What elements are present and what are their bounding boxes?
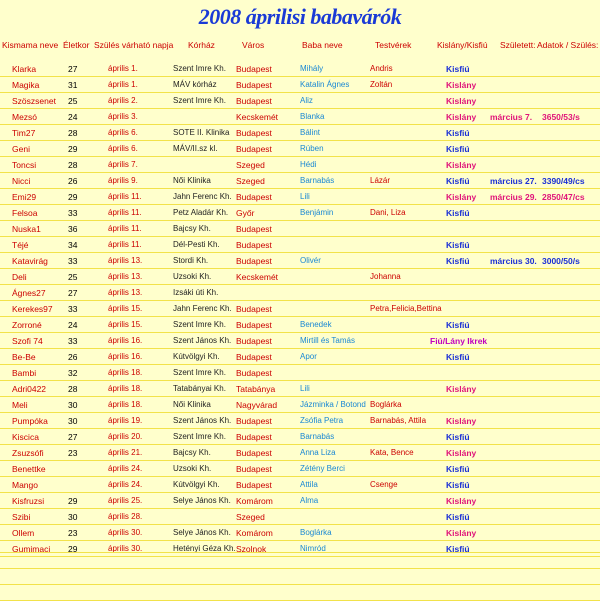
cell-age: 28 [68, 128, 78, 138]
cell-due: április 1. [108, 80, 138, 89]
cell-due: április 7. [108, 160, 138, 169]
cell-due: április 30. [108, 528, 143, 537]
cell-age: 24 [68, 112, 78, 122]
cell-due: április 28. [108, 512, 143, 521]
table-row [0, 445, 600, 461]
cell-baby: Alma [300, 496, 319, 505]
cell-siblings: Lázár [370, 176, 391, 185]
cell-name: Benettke [12, 464, 46, 474]
cell-sex: Kisfiú [446, 352, 470, 362]
cell-sex: Kislány [446, 96, 477, 106]
cell-sex: Kisfiú [446, 480, 470, 490]
empty-lines [0, 537, 600, 601]
cell-sex: Kislány [446, 496, 477, 506]
cell-due: április 11. [108, 208, 142, 217]
cell-baby: Lili [300, 192, 310, 201]
cell-name: Nicci [12, 176, 31, 186]
cell-hospital: Szent János Kh. [173, 416, 232, 425]
cell-hospital: Szent Imre Kh. [173, 320, 226, 329]
cell-sex: Kisfiú [446, 64, 470, 74]
cell-baby: Rúben [300, 144, 324, 153]
cell-hospital: Szent Imre Kh. [173, 96, 226, 105]
cell-hospital: Bajcsy Kh. [173, 448, 211, 457]
cell-name: Szofi 74 [12, 336, 43, 346]
table-row [0, 397, 600, 413]
cell-sex: Kisfiú [446, 512, 470, 522]
empty-line [0, 553, 600, 569]
cell-baby: Barnabás [300, 176, 335, 185]
cell-baby: Olivér [300, 256, 321, 265]
cell-age: 26 [68, 352, 78, 362]
cell-data: 2850/47/cs [542, 192, 585, 202]
cell-age: 27 [68, 288, 78, 298]
cell-sex: Kisfiú [446, 544, 470, 554]
cell-name: Meli [12, 400, 28, 410]
cell-city: Budapest [236, 448, 272, 458]
cell-hospital: MÁV kórház [173, 80, 217, 89]
table-row [0, 381, 600, 397]
cell-due: április 20. [108, 432, 143, 441]
cell-age: 29 [68, 544, 78, 554]
cell-name: Zorroné [12, 320, 42, 330]
table-row [0, 509, 600, 525]
table-row [0, 205, 600, 221]
cell-name: Geni [12, 144, 30, 154]
cell-age: 32 [68, 368, 78, 378]
cell-hospital: Dél-Pesti Kh. [173, 240, 220, 249]
empty-line [0, 585, 600, 601]
cell-sex: Kisfiú [446, 208, 470, 218]
cell-siblings: Zoltán [370, 80, 393, 89]
cell-hospital: Jahn Ferenc Kh. [173, 192, 232, 201]
cell-hospital: Uzsoki Kh. [173, 272, 212, 281]
cell-age: 33 [68, 304, 78, 314]
cell-name: Kiscica [12, 432, 39, 442]
cell-city: Budapest [236, 144, 272, 154]
table-row [0, 349, 600, 365]
cell-hospital: Izsáki úti Kh. [173, 288, 219, 297]
table-row [0, 237, 600, 253]
cell-city: Budapest [236, 432, 272, 442]
cell-baby: Jázminka / Botond [300, 400, 366, 409]
cell-city: Budapest [236, 416, 272, 426]
cell-city: Budapest [236, 64, 272, 74]
cell-due: április 18. [108, 384, 143, 393]
cell-hospital: SOTE II. Klinika [173, 128, 230, 137]
cell-name: Be-Be [12, 352, 36, 362]
cell-sex: Kisfiú [446, 256, 470, 266]
cell-city: Budapest [236, 128, 272, 138]
cell-name: Szibi [12, 512, 31, 522]
table-row [0, 365, 600, 381]
table-row [0, 317, 600, 333]
cell-hospital: Szent Imre Kh. [173, 368, 226, 377]
cell-siblings: Csenge [370, 480, 398, 489]
cell-name: Téjé [12, 240, 29, 250]
cell-baby: Zétény Berci [300, 464, 345, 473]
cell-due: április 11. [108, 240, 142, 249]
cell-due: április 13. [108, 256, 143, 265]
cell-sex: Kislány [446, 528, 477, 538]
cell-city: Budapest [236, 480, 272, 490]
cell-name: Ollem [12, 528, 35, 538]
cell-siblings: Dani, Liza [370, 208, 406, 217]
cell-siblings: Petra,Felicia,Bettina [370, 304, 442, 313]
cell-sex: Kisfiú [446, 464, 470, 474]
cell-hospital: Bajcsy Kh. [173, 224, 211, 233]
table-header [0, 40, 600, 54]
cell-baby: Mirtill és Tamás [300, 336, 355, 345]
cell-due: április 19. [108, 416, 143, 425]
cell-baby: Aliz [300, 96, 313, 105]
cell-name: Kisfruzsi [12, 496, 45, 506]
cell-baby: Apor [300, 352, 317, 361]
cell-sex: Kislány [446, 160, 477, 170]
cell-name: Klarka [12, 64, 37, 74]
table-row [0, 269, 600, 285]
table-row [0, 429, 600, 445]
cell-due: április 6. [108, 144, 138, 153]
cell-baby: Benjámin [300, 208, 334, 217]
cell-sex: Kisfiú [446, 128, 470, 138]
cell-siblings: Barnabás, Attila [370, 416, 427, 425]
cell-siblings: Johanna [370, 272, 401, 281]
table-row [0, 221, 600, 237]
cell-due: április 13. [108, 272, 143, 281]
cell-age: 30 [68, 512, 78, 522]
cell-city: Komárom [236, 528, 273, 538]
cell-sex: Kisfiú [446, 144, 470, 154]
table-row [0, 189, 600, 205]
table-row [0, 77, 600, 93]
cell-name: Szöszsenet [12, 96, 56, 106]
cell-due: április 2. [108, 96, 138, 105]
cell-age: 26 [68, 176, 78, 186]
cell-name: Nuska1 [12, 224, 41, 234]
cell-age: 29 [68, 192, 78, 202]
cell-age: 30 [68, 400, 78, 410]
cell-sex: Fiú/Lány Ikrek [430, 336, 488, 346]
table-row [0, 413, 600, 429]
cell-hospital: Kútvölgyi Kh. [173, 352, 220, 361]
cell-hospital: Tatabányai Kh. [173, 384, 226, 393]
cell-city: Szeged [236, 512, 265, 522]
cell-data: 3390/49/cs [542, 176, 585, 186]
cell-city: Budapest [236, 320, 272, 330]
cell-due: április 3. [108, 112, 138, 121]
cell-hospital: MÁV/II.sz kl. [173, 144, 218, 153]
cell-baby: Katalin Ágnes [300, 80, 350, 89]
cell-baby: Zsófia Petra [300, 416, 344, 425]
cell-baby: Anna Liza [300, 448, 336, 457]
cell-due: április 15. [108, 304, 143, 313]
table-body [0, 61, 600, 557]
header-hospital: Kórház [188, 40, 215, 50]
cell-sex: Kisfiú [446, 320, 470, 330]
table-row [0, 157, 600, 173]
table-row [0, 301, 600, 317]
cell-due: április 30. [108, 544, 143, 553]
cell-hospital: Szent Imre Kh. [173, 432, 226, 441]
cell-data: 3000/50/s [542, 256, 580, 266]
cell-baby: Benedek [300, 320, 332, 329]
table-row [0, 173, 600, 189]
table-row [0, 61, 600, 77]
cell-age: 29 [68, 144, 78, 154]
cell-age: 36 [68, 224, 78, 234]
cell-age: 31 [68, 80, 78, 90]
empty-line [0, 569, 600, 585]
cell-sex: Kislány [446, 80, 477, 90]
table-row [0, 461, 600, 477]
cell-due: április 15. [108, 320, 143, 329]
cell-hospital: Szent Imre Kh. [173, 64, 226, 73]
table-row [0, 285, 600, 301]
cell-hospital: Szent János Kh. [173, 336, 232, 345]
cell-hospital: Uzsoki Kh. [173, 464, 212, 473]
cell-age: 34 [68, 240, 78, 250]
cell-sex: Kisfiú [446, 176, 470, 186]
cell-hospital: Petz Aladár Kh. [173, 208, 229, 217]
cell-city: Budapest [236, 96, 272, 106]
cell-hospital: Női Klinika [173, 400, 211, 409]
cell-due: április 9. [108, 176, 138, 185]
cell-city: Kecskemét [236, 272, 279, 282]
cell-baby: Attila [300, 480, 318, 489]
cell-city: Budapest [236, 336, 272, 346]
cell-name: Emi29 [12, 192, 37, 202]
cell-age: 25 [68, 96, 78, 106]
cell-city: Komárom [236, 496, 273, 506]
cell-city: Budapest [236, 368, 272, 378]
cell-baby: Hédi [300, 160, 317, 169]
cell-born: március 27. [490, 176, 537, 186]
cell-born: március 29. [490, 192, 537, 202]
cell-name: Tim27 [12, 128, 36, 138]
cell-baby: Bálint [300, 128, 321, 137]
cell-name: Deli [12, 272, 27, 282]
table-row [0, 333, 600, 349]
cell-age: 23 [68, 448, 78, 458]
cell-baby: Blanka [300, 112, 325, 121]
cell-age: 24 [68, 320, 78, 330]
header-data: Adatok / Szülés: [537, 40, 599, 50]
header-siblings: Testvérek [375, 40, 412, 50]
cell-age: 27 [68, 64, 78, 74]
cell-sex: Kislány [446, 112, 477, 122]
cell-due: április 25. [108, 496, 143, 505]
cell-due: április 24. [108, 464, 143, 473]
cell-sex: Kislány [446, 448, 477, 458]
cell-siblings: Kata, Bence [370, 448, 414, 457]
cell-city: Budapest [236, 304, 272, 314]
cell-name: Gumimaci [12, 544, 51, 554]
cell-age: 29 [68, 496, 78, 506]
cell-due: április 21. [108, 448, 143, 457]
cell-hospital: Hetényi Géza Kh. [173, 544, 236, 553]
cell-name: Toncsi [12, 160, 37, 170]
cell-due: április 16. [108, 352, 143, 361]
cell-baby: Boglárka [300, 528, 332, 537]
cell-born: március 30. [490, 256, 537, 266]
table-row [0, 253, 600, 269]
cell-hospital: Jahn Ferenc Kh. [173, 304, 232, 313]
cell-age: 28 [68, 160, 78, 170]
cell-age: 23 [68, 528, 78, 538]
header-sex: Kislány/Kisfiú [437, 40, 488, 50]
cell-age: 28 [68, 384, 78, 394]
table-row [0, 109, 600, 125]
cell-baby: Nimród [300, 544, 326, 553]
cell-name: Katavirág [12, 256, 48, 266]
cell-hospital: Női Klinika [173, 176, 211, 185]
header-baby: Baba neve [302, 40, 343, 50]
cell-city: Nagyvárad [236, 400, 278, 410]
cell-name: Felsoa [12, 208, 38, 218]
cell-name: Mango [12, 480, 38, 490]
cell-city: Budapest [236, 224, 272, 234]
cell-hospital: Stordi Kh. [173, 256, 209, 265]
cell-city: Budapest [236, 192, 272, 202]
cell-born: március 7. [490, 112, 533, 122]
cell-city: Budapest [236, 352, 272, 362]
cell-name: Ágnes27 [12, 288, 46, 298]
cell-due: április 1. [108, 64, 138, 73]
cell-city: Budapest [236, 240, 272, 250]
cell-age: 33 [68, 256, 78, 266]
cell-due: április 18. [108, 400, 143, 409]
cell-city: Szeged [236, 160, 265, 170]
page-title: 2008 áprilisi babavárók [198, 4, 402, 29]
cell-name: Mezsó [12, 112, 38, 122]
cell-name: Magika [12, 80, 40, 90]
cell-due: április 11. [108, 224, 142, 233]
cell-due: április 11. [108, 192, 142, 201]
cell-siblings: Boglárka [370, 400, 402, 409]
cell-age: 30 [68, 416, 78, 426]
cell-name: Bambi [12, 368, 37, 378]
cell-hospital: Selye János Kh. [173, 496, 231, 505]
table-row [0, 477, 600, 493]
cell-city: Szolnok [236, 544, 267, 554]
table-row [0, 141, 600, 157]
header-born: Született: [500, 40, 536, 50]
cell-hospital: Kútvölgyi Kh. [173, 480, 220, 489]
cell-sex: Kisfiú [446, 240, 470, 250]
cell-data: 3650/53/s [542, 112, 580, 122]
header-city: Város [242, 40, 265, 50]
cell-due: április 24. [108, 480, 143, 489]
cell-city: Szeged [236, 176, 265, 186]
header-name: Kismama neve [2, 40, 59, 50]
cell-due: április 6. [108, 128, 138, 137]
header-age: Életkor [63, 40, 90, 50]
cell-baby: Barnabás [300, 432, 335, 441]
cell-city: Kecskemét [236, 112, 279, 122]
cell-name: Pumpóka [12, 416, 48, 426]
cell-due: április 13. [108, 288, 143, 297]
cell-name: Zsuzsófi [12, 448, 44, 458]
cell-due: április 16. [108, 336, 143, 345]
cell-city: Győr [236, 208, 255, 218]
cell-due: április 18. [108, 368, 143, 377]
cell-sex: Kisfiú [446, 432, 470, 442]
cell-sex: Kislány [446, 192, 477, 202]
cell-sex: Kislány [446, 384, 477, 394]
cell-age: 33 [68, 336, 78, 346]
cell-city: Budapest [236, 256, 272, 266]
cell-city: Budapest [236, 80, 272, 90]
cell-city: Budapest [236, 464, 272, 474]
header-due: Szülés várható napja [94, 40, 174, 50]
cell-name: Kerekes97 [12, 304, 53, 314]
cell-age: 25 [68, 272, 78, 282]
cell-age: 27 [68, 432, 78, 442]
cell-baby: Lili [300, 384, 310, 393]
cell-hospital: Selye János Kh. [173, 528, 231, 537]
cell-age: 33 [68, 208, 78, 218]
table-row [0, 93, 600, 109]
empty-line [0, 537, 600, 553]
cell-city: Tatabánya [236, 384, 276, 394]
table-row [0, 493, 600, 509]
cell-baby: Mihály [300, 64, 324, 73]
cell-name: Adri0422 [12, 384, 47, 394]
cell-siblings: Andris [370, 64, 393, 73]
table-row [0, 125, 600, 141]
cell-sex: Kislány [446, 416, 477, 426]
